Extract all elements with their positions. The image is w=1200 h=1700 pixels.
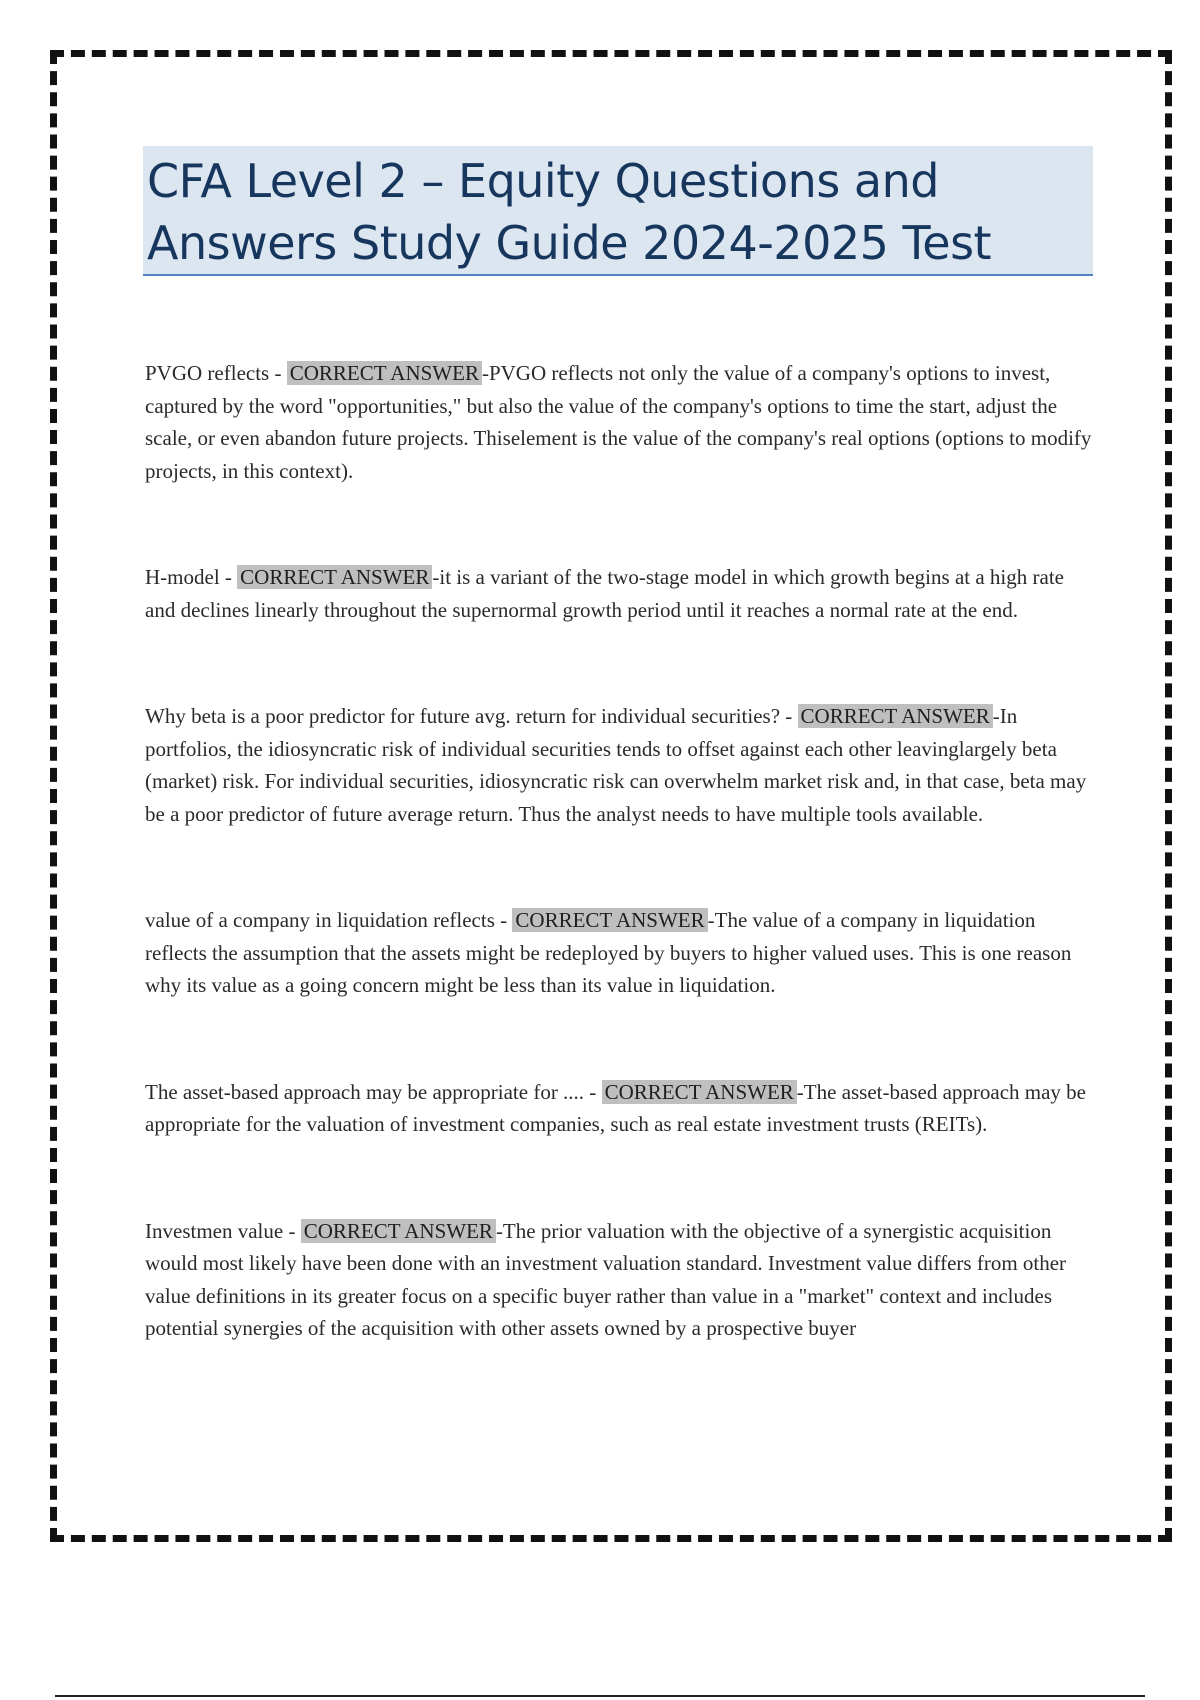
correct-answer-badge: CORRECT ANSWER <box>301 1219 496 1243</box>
question-text: Investmen value - <box>145 1218 301 1243</box>
document-title: CFA Level 2 – Equity Questions and Answers Study Guide 2024-2025 Test <box>147 154 992 270</box>
question-text: value of a company in liquidation reflects - <box>145 908 513 932</box>
answer-text: -The value of a company in liquidation reflects the assumption that the assets might be redeployed by buyers to higher valued uses. This is one reason why its value as a going concern might be less than its value in liquidation. <box>145 908 1072 997</box>
correct-answer-badge: CORRECT ANSWER <box>512 908 707 932</box>
correct-answer-badge: CORRECT ANSWER <box>602 1080 797 1104</box>
qa-item <box>145 1215 1095 1345</box>
answer-text: -it is a variant of the two-stage model in which growth begins at a high rate and declines linearly throughout the supernormal growth period until it reaches a normal rate at the end. <box>145 565 1064 622</box>
question-text: PVGO reflects - <box>145 361 287 385</box>
qa-item <box>145 1076 1095 1141</box>
correct-answer-badge: CORRECT ANSWER <box>287 361 482 385</box>
question-text: Why beta is a poor predictor for future avg. return for individual securities? - <box>145 704 798 728</box>
bottom-divider <box>55 1695 1145 1697</box>
answer-text: -PVGO reflects not only the value of a company's options to invest, captured by the word "opportunities," but also the value of the company's options to time the start, adjust the scale, or even abandon future projects. Thiselement is the value of the company's real options (options to modify projects, in this context). <box>145 361 1092 483</box>
qa-item <box>145 561 1095 626</box>
qa-list <box>145 357 1095 1345</box>
question-text: The asset-based approach may be appropriate for .... - <box>145 1079 602 1104</box>
title-block <box>143 146 1093 276</box>
correct-answer-badge: CORRECT ANSWER <box>237 565 432 589</box>
correct-answer-badge: CORRECT ANSWER <box>798 704 993 728</box>
question-text: H-model - <box>145 565 238 589</box>
qa-item <box>145 357 1095 487</box>
answer-text: -The asset-based approach may be appropriate for the valuation of investment companies, such as real estate investment trusts (REITs). <box>145 1079 1086 1136</box>
answer-text: -The prior valuation with the objective of a synergistic acquisition would most likely have been done with an investment valuation standard. Investment value differs from other value definitions in its greater focus on a specific buyer rather than value in a "market" context and includes potential synergies of the acquisition with other assets owned by a prospective buyer <box>145 1218 1067 1340</box>
qa-item <box>145 904 1095 1002</box>
qa-item <box>145 700 1095 830</box>
answer-text: -In portfolios, the idiosyncratic risk of individual securities tends to offset against each other leavinglargely beta (market) risk. For individual securities, idiosyncratic risk can overwhelm market risk and, in that case, beta may be a poor predictor of future average return. Thus the analyst needs to have multiple tools available. <box>145 704 1087 826</box>
